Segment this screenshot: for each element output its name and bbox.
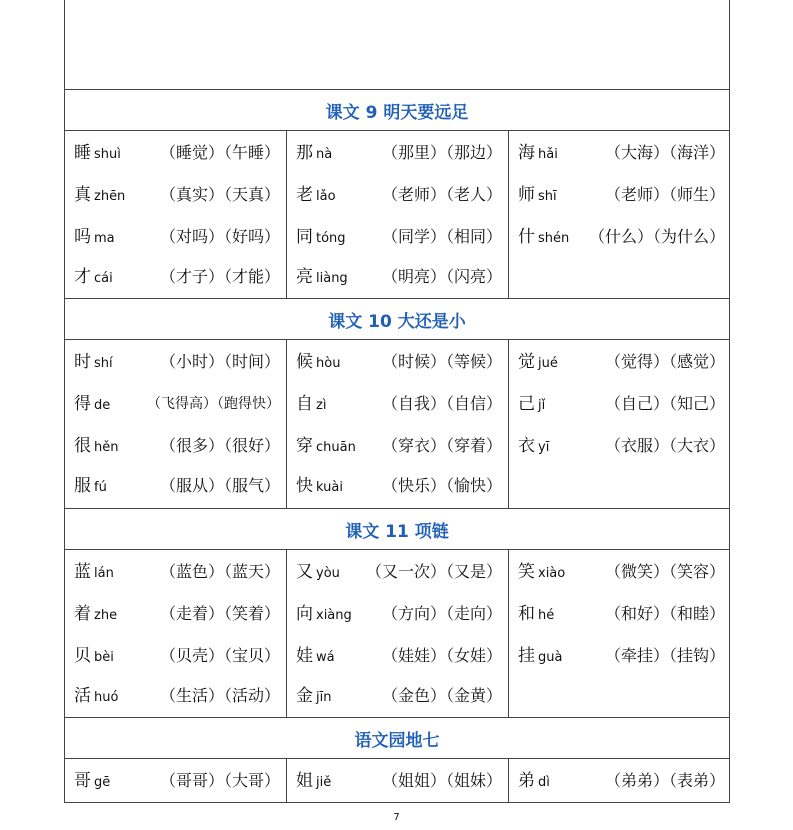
entry-shi bbox=[509, 183, 731, 207]
character: 睡 bbox=[74, 143, 91, 163]
entry-ge bbox=[65, 769, 286, 793]
pinyin: gē bbox=[94, 775, 111, 790]
entry-de bbox=[65, 392, 286, 416]
word-examples: （很多）（很好） bbox=[159, 436, 280, 455]
character: 得 bbox=[74, 394, 91, 414]
character: 弟 bbox=[518, 771, 535, 791]
pinyin: guà bbox=[538, 650, 563, 665]
pinyin: yī bbox=[538, 440, 550, 455]
word-examples: （什么）（为什么） bbox=[588, 227, 725, 246]
pinyin: hǎi bbox=[538, 147, 558, 162]
pinyin: xiàng bbox=[316, 608, 352, 623]
pinyin: ma bbox=[94, 231, 115, 246]
word-examples: （才子）（才能） bbox=[159, 267, 280, 286]
entry-he bbox=[509, 602, 731, 626]
character: 海 bbox=[518, 143, 535, 163]
entry-zi bbox=[287, 392, 508, 416]
character: 向 bbox=[296, 604, 313, 624]
character: 己 bbox=[518, 394, 535, 414]
pinyin: yòu bbox=[316, 566, 340, 581]
entry-tong bbox=[287, 225, 508, 249]
word-examples: （快乐）（愉快） bbox=[381, 476, 502, 495]
entry-kuai bbox=[287, 474, 508, 498]
word-examples: （真实）（天真） bbox=[159, 185, 280, 204]
entry-gua bbox=[509, 644, 731, 668]
pinyin: de bbox=[94, 398, 111, 413]
character: 笑 bbox=[518, 562, 535, 582]
word-examples: （服从）（服气） bbox=[159, 476, 280, 495]
character: 贝 bbox=[74, 646, 91, 666]
character: 候 bbox=[296, 352, 313, 372]
column-1 bbox=[65, 550, 287, 717]
lesson-10-grid bbox=[65, 340, 729, 509]
entry-zhe bbox=[65, 602, 286, 626]
word-examples: （衣服）（大衣） bbox=[604, 436, 725, 455]
pinyin: chuān bbox=[316, 440, 356, 455]
word-examples: （又一次）（又是） bbox=[365, 562, 502, 581]
character: 又 bbox=[296, 562, 313, 582]
character: 吗 bbox=[74, 227, 91, 247]
blank-top-cell bbox=[65, 0, 729, 90]
word-examples: （小时）（时间） bbox=[159, 352, 280, 371]
pinyin: jǐ bbox=[538, 398, 546, 413]
character: 什 bbox=[518, 227, 535, 247]
column-3 bbox=[509, 131, 731, 298]
garden-7-grid bbox=[65, 759, 729, 803]
pinyin: cái bbox=[94, 271, 113, 286]
entry-di bbox=[509, 769, 731, 793]
entry-liang bbox=[287, 265, 508, 289]
character: 和 bbox=[518, 604, 535, 624]
page-number: 7 bbox=[393, 812, 400, 823]
section-title-lesson-9: 课文 9 明天要远足 bbox=[65, 90, 729, 131]
section-title-garden-7: 语文园地七 bbox=[65, 718, 729, 759]
character: 哥 bbox=[74, 771, 91, 791]
word-examples: （自己）（知己） bbox=[604, 394, 725, 413]
character: 同 bbox=[296, 227, 313, 247]
column-3 bbox=[509, 759, 731, 803]
character: 蓝 bbox=[74, 562, 91, 582]
word-examples: （穿衣）（穿着） bbox=[381, 436, 502, 455]
word-examples: （姐姐）（姐妹） bbox=[381, 771, 502, 790]
word-examples: （弟弟）（表弟） bbox=[604, 771, 725, 790]
character: 挂 bbox=[518, 646, 535, 666]
character: 师 bbox=[518, 185, 535, 205]
pinyin: shén bbox=[538, 231, 570, 246]
entry-ji bbox=[509, 392, 731, 416]
word-examples: （自我）（自信） bbox=[381, 394, 502, 413]
word-examples: （大海）（海洋） bbox=[604, 143, 725, 162]
lesson-9-grid bbox=[65, 131, 729, 299]
entry-shi2 bbox=[65, 350, 286, 374]
column-1 bbox=[65, 340, 287, 508]
word-examples: （时候）（等候） bbox=[381, 352, 502, 371]
pinyin: liàng bbox=[316, 271, 348, 286]
vocabulary-table bbox=[64, 0, 730, 803]
word-examples: （方向）（走向） bbox=[381, 604, 502, 623]
pinyin: hòu bbox=[316, 356, 341, 371]
word-examples: （金色）（金黄） bbox=[381, 686, 502, 705]
entry-chuan bbox=[287, 434, 508, 458]
entry-jue bbox=[509, 350, 731, 374]
character: 老 bbox=[296, 185, 313, 205]
entry-hai bbox=[509, 141, 731, 165]
character: 亮 bbox=[296, 267, 313, 287]
lesson-11-grid bbox=[65, 550, 729, 718]
section-title-lesson-10: 课文 10 大还是小 bbox=[65, 299, 729, 340]
character: 那 bbox=[296, 143, 313, 163]
pinyin: xiào bbox=[538, 566, 566, 581]
character: 才 bbox=[74, 267, 91, 287]
pinyin: jué bbox=[538, 356, 558, 371]
entry-na bbox=[287, 141, 508, 165]
pinyin: shuì bbox=[94, 147, 121, 162]
word-examples: （走着）（笑着） bbox=[159, 604, 280, 623]
character: 服 bbox=[74, 476, 91, 496]
word-examples: （微笑）（笑容） bbox=[604, 562, 725, 581]
character: 姐 bbox=[296, 771, 313, 791]
character: 真 bbox=[74, 185, 91, 205]
word-examples: （和好）（和睦） bbox=[604, 604, 725, 623]
pinyin: wá bbox=[316, 650, 335, 665]
pinyin: hěn bbox=[94, 440, 119, 455]
pinyin: nà bbox=[316, 147, 333, 162]
character: 娃 bbox=[296, 646, 313, 666]
entry-hen bbox=[65, 434, 286, 458]
pinyin: lán bbox=[94, 566, 114, 581]
column-3 bbox=[509, 550, 731, 717]
column-3 bbox=[509, 340, 731, 508]
entry-hou bbox=[287, 350, 508, 374]
word-examples: （飞得高）（跑得快） bbox=[147, 396, 280, 412]
entry-yi bbox=[509, 434, 731, 458]
column-1 bbox=[65, 131, 287, 298]
column-2 bbox=[287, 131, 509, 298]
entry-cai bbox=[65, 265, 286, 289]
pinyin: fú bbox=[94, 480, 107, 495]
entry-ma bbox=[65, 225, 286, 249]
word-examples: （贝壳）（宝贝） bbox=[159, 646, 280, 665]
section-title-lesson-11: 课文 11 项链 bbox=[65, 509, 729, 550]
pinyin: jiě bbox=[316, 775, 332, 790]
pinyin: zhe bbox=[94, 608, 118, 623]
pinyin: tóng bbox=[316, 231, 346, 246]
column-2 bbox=[287, 759, 509, 803]
column-2 bbox=[287, 340, 509, 508]
word-examples: （生活）（活动） bbox=[159, 686, 280, 705]
pinyin: zhēn bbox=[94, 189, 126, 204]
character: 觉 bbox=[518, 352, 535, 372]
character: 穿 bbox=[296, 436, 313, 456]
column-2 bbox=[287, 550, 509, 717]
entry-xiao bbox=[509, 560, 731, 584]
word-examples: （那里）（那边） bbox=[381, 143, 502, 162]
word-examples: （明亮）（闪亮） bbox=[381, 267, 502, 286]
entry-xiang bbox=[287, 602, 508, 626]
character: 快 bbox=[296, 476, 313, 496]
word-examples: （觉得）（感觉） bbox=[604, 352, 725, 371]
pinyin: shí bbox=[94, 356, 113, 371]
pinyin: zì bbox=[316, 398, 327, 413]
character: 金 bbox=[296, 686, 313, 706]
entry-wa bbox=[287, 644, 508, 668]
character: 活 bbox=[74, 686, 91, 706]
word-examples: （对吗）（好吗） bbox=[159, 227, 280, 246]
character: 自 bbox=[296, 394, 313, 414]
pinyin: huó bbox=[94, 690, 119, 705]
entry-shui bbox=[65, 141, 286, 165]
entry-lao bbox=[287, 183, 508, 207]
entry-zhen bbox=[65, 183, 286, 207]
pinyin: bèi bbox=[94, 650, 114, 665]
character: 着 bbox=[74, 604, 91, 624]
word-examples: （哥哥）（大哥） bbox=[159, 771, 280, 790]
word-examples: （睡觉）（午睡） bbox=[159, 143, 280, 162]
word-examples: （同学）（相同） bbox=[381, 227, 502, 246]
entry-fu bbox=[65, 474, 286, 498]
character: 很 bbox=[74, 436, 91, 456]
column-1 bbox=[65, 759, 287, 803]
pinyin: lǎo bbox=[316, 189, 336, 204]
pinyin: shī bbox=[538, 189, 557, 204]
entry-jin bbox=[287, 684, 508, 708]
entry-bei bbox=[65, 644, 286, 668]
word-examples: （牵挂）（挂钩） bbox=[604, 646, 725, 665]
word-examples: （蓝色）（蓝天） bbox=[159, 562, 280, 581]
character: 时 bbox=[74, 352, 91, 372]
pinyin: hé bbox=[538, 608, 555, 623]
word-examples: （娃娃）（女娃） bbox=[381, 646, 502, 665]
entry-huo bbox=[65, 684, 286, 708]
pinyin: jīn bbox=[316, 690, 332, 705]
entry-you bbox=[287, 560, 508, 584]
pinyin: dì bbox=[538, 775, 550, 790]
pinyin: kuài bbox=[316, 480, 343, 495]
entry-shen bbox=[509, 225, 731, 249]
word-examples: （老师）（老人） bbox=[381, 185, 502, 204]
word-examples: （老师）（师生） bbox=[604, 185, 725, 204]
character: 衣 bbox=[518, 436, 535, 456]
entry-lan bbox=[65, 560, 286, 584]
entry-jie bbox=[287, 769, 508, 793]
